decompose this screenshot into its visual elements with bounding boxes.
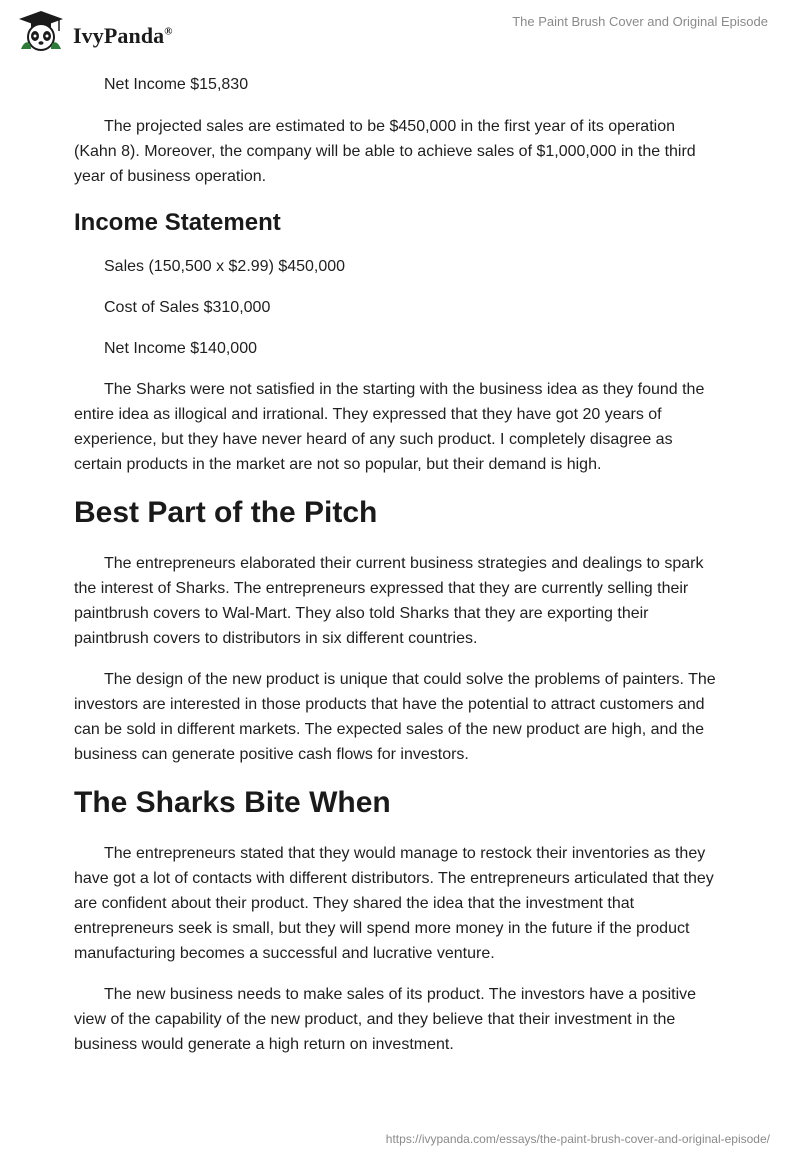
- logo[interactable]: [15, 9, 173, 58]
- brand-name: IvyPanda®: [73, 22, 173, 48]
- paragraph: The design of the new product is unique that could solve the problems of painters. The investors are interested in those products that have the potential to attract customers and can be sold in different markets. The expected sales of the new product are high, and the business can generate positive cash flows for investors.: [74, 671, 716, 763]
- section-heading-income-statement: Income Statement: [74, 209, 281, 236]
- paragraph: The new business needs to make sales of its product. The investors have a positive view of the capability of the new product, and they believe that their investment in the business would generate a high return on investment.: [74, 986, 697, 1053]
- net-income-line: Net Income $140,000: [104, 340, 257, 357]
- paragraph: The Sharks were not satisfied in the starting with the business idea as they found the entire idea as illogical and irrational. They expressed that they have got 20 years of experience, but they have never heard of any such product. I completely disagree as certain products in the market are not so popular, but their demand is high.: [74, 381, 705, 473]
- section-heading-best-part: Best Part of the Pitch: [74, 496, 378, 529]
- panda-graduate-logo-icon: [15, 9, 67, 58]
- paragraph: The projected sales are estimated to be $450,000 in the first year of its operation (Kahn 8). Moreover, the company will be able to achieve sales of $1,000,000 in the third year of business operation.: [74, 118, 696, 185]
- cost-of-sales-line: Cost of Sales $310,000: [104, 299, 271, 316]
- document-title: The Paint Brush Cover and Original Episode: [512, 14, 768, 29]
- net-income-line: Net Income $15,830: [104, 76, 249, 93]
- paragraph: The entrepreneurs stated that they would manage to restock their inventories as they have got a lot of contacts with different distributors. The entrepreneurs articulated that they are confident about their product. They shared the idea that the investment that entrepreneurs seek is small, but they will spend more money in the future if the product manufacturing becomes a successful and lucrative venture.: [74, 845, 714, 962]
- header: [0, 0, 800, 70]
- source-url[interactable]: https://ivypanda.com/essays/the-paint-brush-cover-and-original-episode/: [385, 1132, 770, 1146]
- section-heading-sharks-bite: The Sharks Bite When: [74, 786, 391, 819]
- article-content: [74, 70, 722, 1057]
- sales-line: Sales (150,500 x $2.99) $450,000: [104, 258, 346, 275]
- paragraph: The entrepreneurs elaborated their current business strategies and dealings to spark the interest of Sharks. The entrepreneurs expressed that they are currently selling their paintbrush covers to Wal-Mart. They also told Sharks that they are exporting their paintbrush covers to distributors in six different countries.: [74, 555, 704, 647]
